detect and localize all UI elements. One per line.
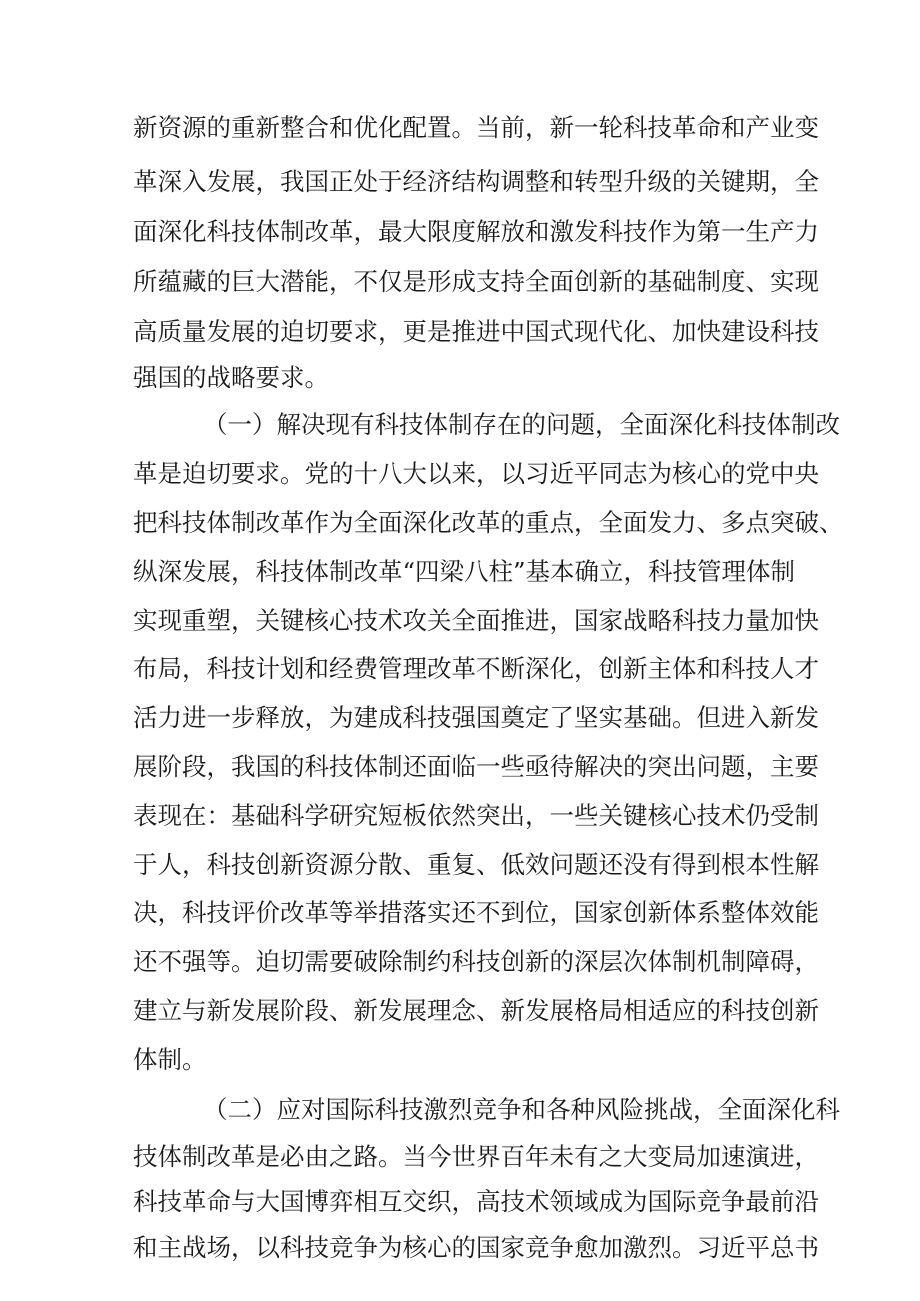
text-line: 科技革命与大国博弈相互交织，高技术领域成为国际竞争最前沿 — [133, 1187, 819, 1216]
text-line: 体制。 — [133, 1045, 207, 1074]
text-line: 强国的战略要求。 — [133, 363, 329, 392]
text-line: 建立与新发展阶段、新发展理念、新发展格局相适应的科技创新 — [133, 996, 819, 1025]
text-line: 把科技体制改革作为全面深化改革的重点，全面发力、多点突破、 — [133, 508, 844, 537]
text-line: 于人，科技创新资源分散、重复、低效问题还没有得到根本性解 — [133, 850, 819, 879]
paragraph-heading-line: （一）解决现有科技体制存在的问题，全面深化科技体制改 — [203, 410, 840, 439]
text-line: 新资源的重新整合和优化配置。当前，新一轮科技革命和产业变 — [133, 113, 819, 142]
text-line: 革深入发展，我国正处于经济结构调整和转型升级的关键期，全 — [133, 167, 819, 196]
text-line: 表现在：基础科学研究短板依然突出，一些关键核心技术仍受制 — [133, 801, 819, 830]
text-line: 所蕴藏的巨大潜能，不仅是形成支持全面创新的基础制度、实现 — [133, 267, 819, 296]
text-line: 革是迫切要求。党的十八大以来，以习近平同志为核心的党中央 — [133, 459, 819, 488]
text-line: 技体制改革是必由之路。当今世界百年未有之大变局加速演进， — [133, 1142, 819, 1171]
text-line: 还不强等。迫切需要破除制约科技创新的深层次体制机制障碍， — [133, 947, 819, 976]
text-line: 决，科技评价改革等举措落实还不到位，国家创新体系整体效能 — [133, 898, 819, 927]
text-line: 实现重塑，关键核心技术攻关全面推进，国家战略科技力量加快 — [133, 606, 819, 635]
text-line: 面深化科技体制改革，最大限度解放和激发科技作为第一生产力 — [133, 217, 819, 246]
text-line: 展阶段，我国的科技体制还面临一些亟待解决的突出问题，主要 — [133, 752, 819, 781]
text-line: 和主战场，以科技竞争为核心的国家竞争愈加激烈。习近平总书 — [133, 1233, 819, 1262]
text-line: 纵深发展，科技体制改革“四梁八柱”基本确立，科技管理体制 — [133, 557, 796, 586]
text-line: 活力进一步释放，为建成科技强国奠定了坚实基础。但进入新发 — [133, 703, 819, 732]
text-line: 布局，科技计划和经费管理改革不断深化，创新主体和科技人才 — [133, 654, 819, 683]
text-line: 高质量发展的迫切要求，更是推进中国式现代化、加快建设科技 — [133, 317, 819, 346]
paragraph-heading-line: （二）应对国际科技激烈竞争和各种风险挑战，全面深化科 — [203, 1095, 840, 1124]
